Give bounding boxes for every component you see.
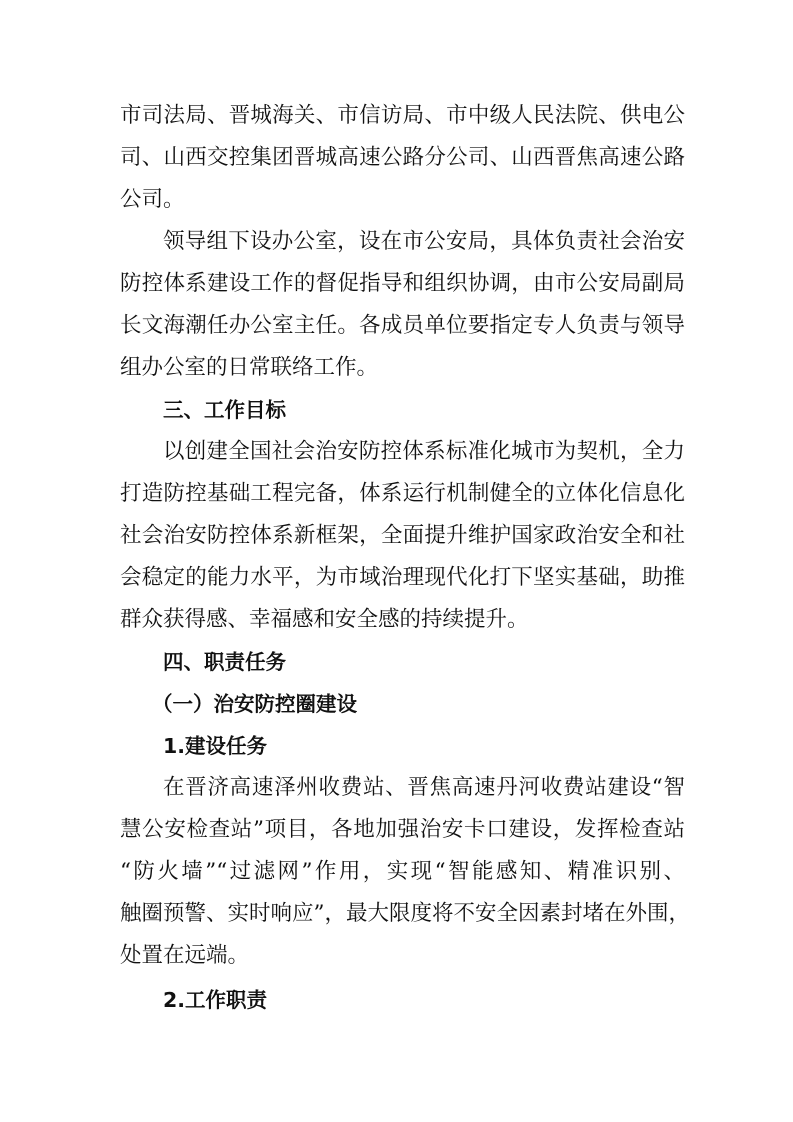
paragraph-line: 触圈预警、实时响应”，最大限度将不安全因素封堵在外围， [120,901,690,926]
item-heading: 1.建设任务 [163,734,268,758]
paragraph-line: 以创建全国社会治安防控体系标准化城市为契机，全力 [163,439,685,464]
paragraph-line: 防控体系建设工作的督促指导和组织协调，由市公安局副局 [120,271,685,296]
paragraph-line: 组办公室的日常联络工作。 [120,355,379,380]
paragraph-line: 会稳定的能力水平，为市域治理现代化打下坚实基础，助推 [120,565,685,590]
paragraph-line: 在晋济高速泽州收费站、晋焦高速丹河收费站建设“智 [163,775,685,800]
item-heading: 2.工作职责 [163,988,268,1012]
paragraph-line: “防火墙”“过滤网”作用，实现“智能感知、精准识别、 [120,859,685,884]
subsection-heading: （一）治安防控圈建设 [152,692,357,716]
paragraph-line: 打造防控基础工程完备，体系运行机制健全的立体化信息化 [120,481,685,506]
paragraph-line: 群众获得感、幸福感和安全感的持续提升。 [120,607,529,632]
paragraph-line: 慧公安检查站”项目，各地加强治安卡口建设，发挥检查站 [120,817,685,842]
paragraph-line: 处置在远端。 [120,943,250,968]
paragraph-line: 领导组下设办公室，设在市公安局，具体负责社会治安 [163,229,685,254]
paragraph-line: 市司法局、晋城海关、市信访局、市中级人民法院、供电公 [120,103,685,128]
paragraph-line: 司、山西交控集团晋城高速公路分公司、山西晋焦高速公路 [120,145,685,170]
paragraph-line: 社会治安防控体系新框架，全面提升维护国家政治安全和社 [120,523,685,548]
paragraph-line: 长文海潮任办公室主任。各成员单位要指定专人负责与领导 [120,313,685,338]
section-heading: 四、职责任务 [163,650,286,674]
paragraph-line: 公司。 [120,187,185,212]
section-heading: 三、工作目标 [163,398,286,422]
